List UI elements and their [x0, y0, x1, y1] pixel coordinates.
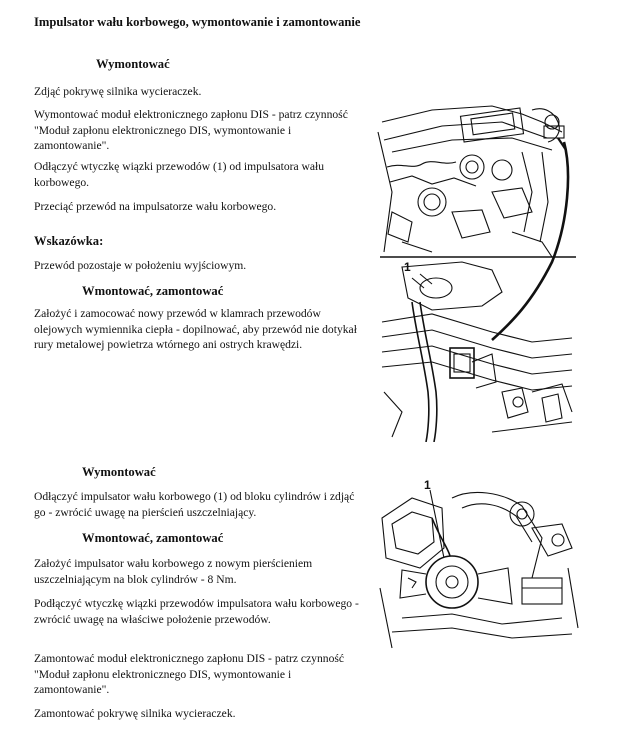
- note-heading: Wskazówka:: [34, 234, 104, 248]
- figure2-callout: 1: [424, 478, 431, 492]
- step-install-2-1: Założyć impulsator wału korbowego z nowym pierścieniem uszczelniającym na blok cylindrów - 8 Nm.: [34, 557, 313, 586]
- step-install-2-4: Zamontować pokrywę silnika wycieraczek.: [34, 707, 236, 720]
- step-remove-1: Zdjąć pokrywę silnika wycieraczek.: [34, 85, 202, 98]
- heading-remove-1: Wymontować: [96, 57, 170, 71]
- heading-install-2: Wmontować, zamontować: [82, 531, 224, 545]
- step-install-2-3: Zamontować moduł elektronicznego zapłonu DIS - patrz czynność "Moduł zapłonu elektronicznego DIS, wymontowanie i zamontowanie".: [34, 652, 345, 696]
- note-text: Przewód pozostaje w położeniu wyjściowym.: [34, 259, 247, 272]
- engine-bay-illustration: [372, 92, 582, 442]
- step-remove-3: Odłączyć wtyczkę wiązki przewodów (1) od impulsatora wału korbowego.: [34, 160, 325, 189]
- heading-remove-2: Wymontować: [82, 465, 156, 479]
- step-remove-4: Przeciąć przewód na impulsatorze wału korbowego.: [34, 200, 277, 213]
- step-install-1: Założyć i zamocować nowy przewód w klamrach przewodów olejowych wymiennika ciepła - dopilnować, aby przewód nie dotykał rury metalowej powietrza wtórnego ani ostrych krawędzi.: [34, 307, 357, 351]
- figure1-callout: 1: [404, 260, 411, 274]
- step-install-2-2: Podłączyć wtyczkę wiązki przewodów impulsatora wału korbowego - zwrócić uwagę na właściwe położenie przewodów.: [34, 597, 359, 626]
- cylinder-block-illustration: [372, 478, 582, 650]
- step-remove-2: Wymontować moduł elektronicznego zapłonu DIS - patrz czynność "Moduł zapłonu elektronicznego DIS, wymontowanie i zamontowanie".: [34, 108, 348, 152]
- step-remove-2-1: Odłączyć impulsator wału korbowego (1) od bloku cylindrów i zdjąć go - zwrócić uwagę na pierścień uszczelniający.: [34, 490, 355, 519]
- page-title: Impulsator wału korbowego, wymontowanie i zamontowanie: [34, 15, 361, 29]
- heading-install-1: Wmontować, zamontować: [82, 284, 224, 298]
